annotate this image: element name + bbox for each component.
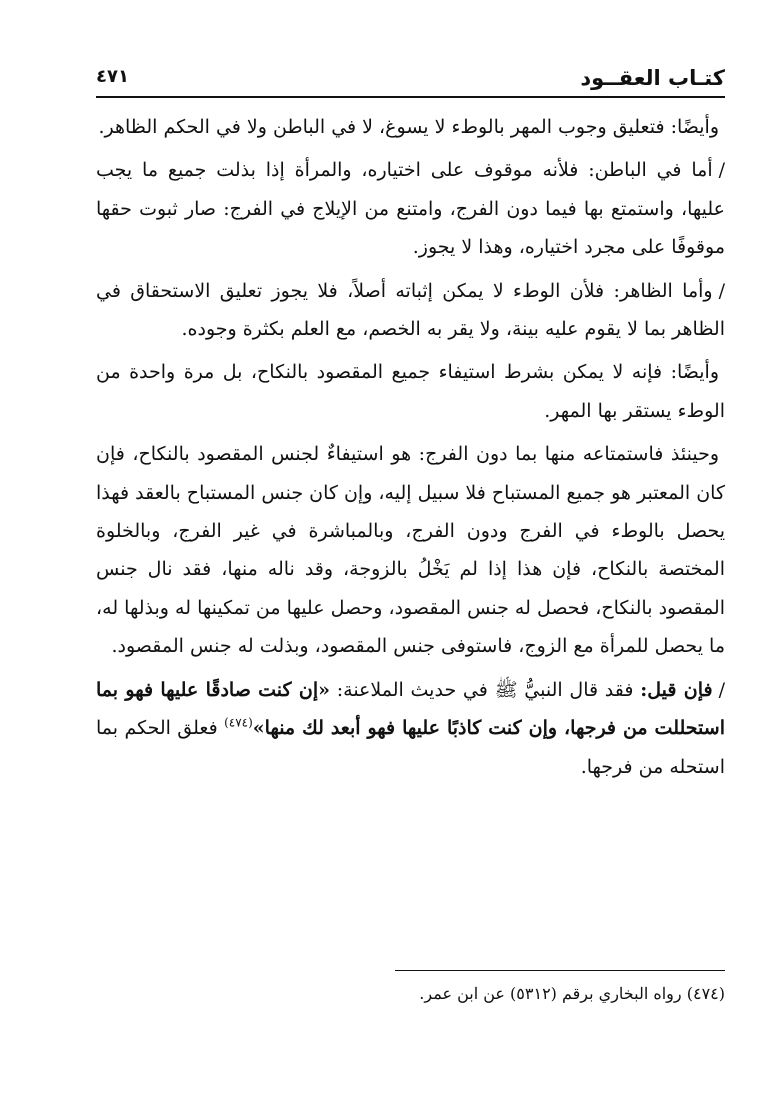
paragraph-text: وأيضًا: فإنه لا يمكن بشرط استيفاء جميع المقصود بالنكاح، بل مرة واحدة من الوطء يستقر بها المهر.: [96, 361, 725, 422]
paragraph-text: وحينئذ فاستمتاعه منها بما دون الفرج: هو استيفاءٌ لجنس المقصود بالنكاح، فإن كان المعتبر هو جميع المستباح فلا سبيل إليه، وإن كان جنس المستباح بالعقد فهذا يحصل بالوطء في الفرج ودون الفرج، وبالمباشرة في غير الفرج، وبالخلوة المختصة بالنكاح، فإن هذا إذا لم يَخْلُ بالزوجة، وقد ناله منها، فقد نال جنس المقصود بالنكاح، فحصل له جنس المقصود، وحصل عليها من تمكينها له وبذلها له، ما يحصل للمرأة مع الزوج، فاستوفى جنس المقصود، وبذلت له جنس المقصود.: [96, 443, 725, 658]
paragraph-marker: /: [718, 678, 725, 701]
objection-text: فقد قال النبيُّ ﷺ في حديث الملاعنة:: [330, 678, 641, 701]
objection-lead: فإن قيل:: [640, 678, 713, 701]
footnote: (٤٧٤) رواه البخاري برقم (٥٣١٢) عن ابن عمر.: [419, 984, 725, 1003]
main-text: [96, 108, 725, 791]
footnote-reference: (٤٧٤): [224, 715, 253, 730]
paragraph-text: أما في الباطن: فلأنه موقوف على اختياره، والمرأة إذا بذلت جميع ما يجب عليها، واستمتع بها فيما دون الفرج، وامتنع من الإيلاج في الفرج: صار ثبوت حقها موقوفًا على مجرد اختياره، وهذا لا يجوز.: [96, 159, 725, 259]
paragraph-text: وأيضًا: فتعليق وجوب المهر بالوطء لا يسوغ، لا في الباطن ولا في الحكم الظاهر.: [98, 116, 719, 138]
footnote-divider: [395, 970, 725, 971]
paragraph-marker: /: [718, 159, 725, 182]
paragraph-text: وأما الظاهر: فلأن الوطء لا يمكن إثباته أصلاً، فلا يجوز تعليق الاستحقاق في الظاهر بما لا يقوم عليه بينة، ولا يقر به الخصم، مع العلم بكثرة وجوده.: [96, 279, 725, 341]
paragraph: [96, 151, 725, 266]
page-header: [96, 62, 725, 98]
paragraph: [96, 272, 725, 349]
page-number: ٤٧١: [96, 66, 129, 87]
running-title: كتـاب العقــود: [580, 66, 725, 90]
paragraph-hadith: [96, 671, 725, 786]
paragraph: [96, 353, 725, 430]
paragraph-tail: فعلق الحكم بما استحله من فرجها.: [96, 717, 725, 778]
hadith-quote: «إن كنت صادقًا عليها فهو بما استحللت من فرجها، وإن كنت كاذبًا عليها فهو أبعد لك منها»: [96, 678, 725, 740]
paragraph: [96, 435, 725, 665]
paragraph: [96, 108, 725, 146]
paragraph-marker: /: [718, 279, 725, 302]
